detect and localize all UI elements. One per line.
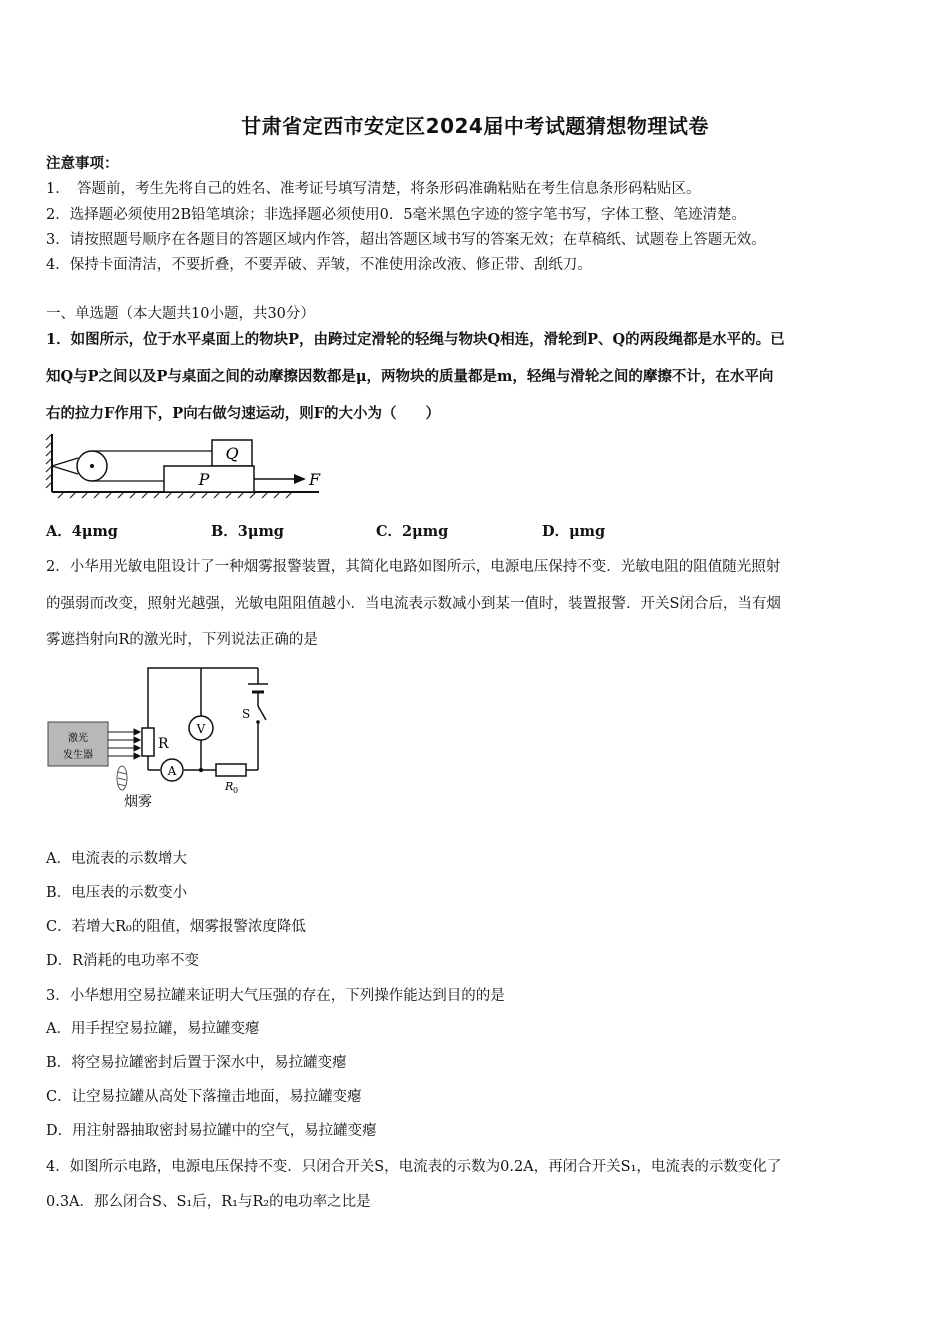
pulley-mount-upper: [52, 458, 78, 466]
notice-item-1: 1． 答题前，考生先将自己的姓名、准考证号填写清楚，将条形码准确粘贴在考生信息条形码粘贴区。: [46, 181, 701, 197]
label-smoke: 烟雾: [124, 794, 152, 810]
label-s: S: [242, 707, 251, 721]
q2-option-b: B．电压表的示数变小: [46, 885, 188, 901]
q2-stem-line-1: 2．小华用光敏电阻设计了一种烟雾报警装置，其简化电路如图所示，电源电压保持不变．光敏电阻的阻值随光照射: [46, 559, 781, 575]
label-r: R: [158, 736, 169, 752]
q1-option-c: C．2μmg: [376, 523, 449, 540]
q2-option-a: A．电流表的示数增大: [46, 851, 187, 867]
q2-option-d: D．R消耗的电功率不变: [46, 953, 200, 969]
section-heading: 一、单选题（本大题共10小题，共30分）: [46, 306, 315, 322]
q3-option-b: B．将空易拉罐密封后置于深水中，易拉罐变瘪: [46, 1055, 347, 1071]
q2-figure: [44, 662, 284, 812]
laser-beams: [108, 729, 140, 759]
q3-option-d: D．用注射器抽取密封易拉罐中的空气，易拉罐变瘪: [46, 1123, 377, 1139]
photoresistor-r: [142, 728, 154, 756]
pulley-axle: [90, 464, 94, 468]
label-p: P: [198, 470, 210, 489]
label-r0-sub: 0: [233, 786, 239, 795]
q4-stem-line-1: 4．如图所示电路，电源电压保持不变．只闭合开关S，电流表的示数为0.2A，再闭合开关S₁，电流表的示数变化了: [46, 1159, 782, 1175]
battery: [248, 684, 268, 692]
label-v: V: [196, 722, 206, 736]
q2-option-c: C．若增大R₀的阻值，烟雾报警浓度降低: [46, 919, 306, 935]
q2-stem-line-2: 的强弱而改变，照射光越强，光敏电阻阻值越小．当电流表示数减小到某一值时，装置报警．开关S闭合后，当有烟: [46, 596, 781, 612]
q4-stem-line-2: 0.3A．那么闭合S、S₁后，R₁与R₂的电功率之比是: [46, 1194, 371, 1210]
resistor-r0: [216, 764, 246, 776]
switch-s: [258, 706, 266, 720]
laser-label-line1: 激光: [68, 733, 88, 744]
q1-stem-line-2: 知Q与P之间以及P与桌面之间的动摩擦因数都是μ，两物块的质量都是m，轻绳与滑轮之间的摩擦不计，在水平向: [46, 368, 774, 385]
q3-stem: 3．小华想用空易拉罐来证明大气压强的存在，下列操作能达到目的的是: [46, 988, 505, 1004]
junction-node: [199, 768, 203, 772]
label-q: Q: [225, 444, 239, 463]
notice-heading: 注意事项：: [46, 155, 119, 172]
q1-option-b: B．3μmg: [211, 523, 284, 540]
q1-stem-line-1: 1．如图所示，位于水平桌面上的物块P，由跨过定滑轮的轻绳与物块Q相连，滑轮到P、Q的两段绳都是水平的。已: [46, 331, 785, 348]
label-r0: R: [225, 780, 234, 793]
notice-item-3: 3．请按照题号顺序在各题目的答题区域内作答，超出答题区域书写的答案无效；在草稿纸、试题卷上答题无效。: [46, 232, 766, 248]
force-arrow-head: [294, 474, 306, 484]
label-f: F: [309, 470, 321, 489]
q1-option-a: A．4μmg: [46, 523, 118, 540]
notice-item-2: 2．选择题必须使用2B铅笔填涂；非选择题必须使用0．5毫米黑色字迹的签字笔书写，字体工整、笔迹清楚。: [46, 207, 747, 223]
laser-label-line2: 发生器: [63, 750, 93, 761]
q1-option-d: D．μmg: [542, 523, 606, 540]
switch-contact: [256, 720, 260, 724]
page-title: 甘肃省定西市安定区2024届中考试题猜想物理试卷: [241, 114, 709, 138]
q2-stem-line-3: 雾遮挡射向R的激光时，下列说法正确的是: [46, 632, 318, 648]
q1-figure: [44, 432, 334, 502]
q1-stem-line-3: 右的拉力F作用下，P向右做匀速运动，则F的大小为（ ）: [46, 405, 440, 422]
pulley-mount-lower: [52, 466, 78, 474]
notice-item-4: 4．保持卡面清洁，不要折叠，不要弄破、弄皱，不准使用涂改液、修正带、刮纸刀。: [46, 257, 592, 273]
label-a: A: [167, 764, 177, 778]
q3-option-c: C．让空易拉罐从高处下落撞击地面，易拉罐变瘪: [46, 1089, 362, 1105]
q3-option-a: A．用手捏空易拉罐，易拉罐变瘪: [46, 1021, 260, 1037]
